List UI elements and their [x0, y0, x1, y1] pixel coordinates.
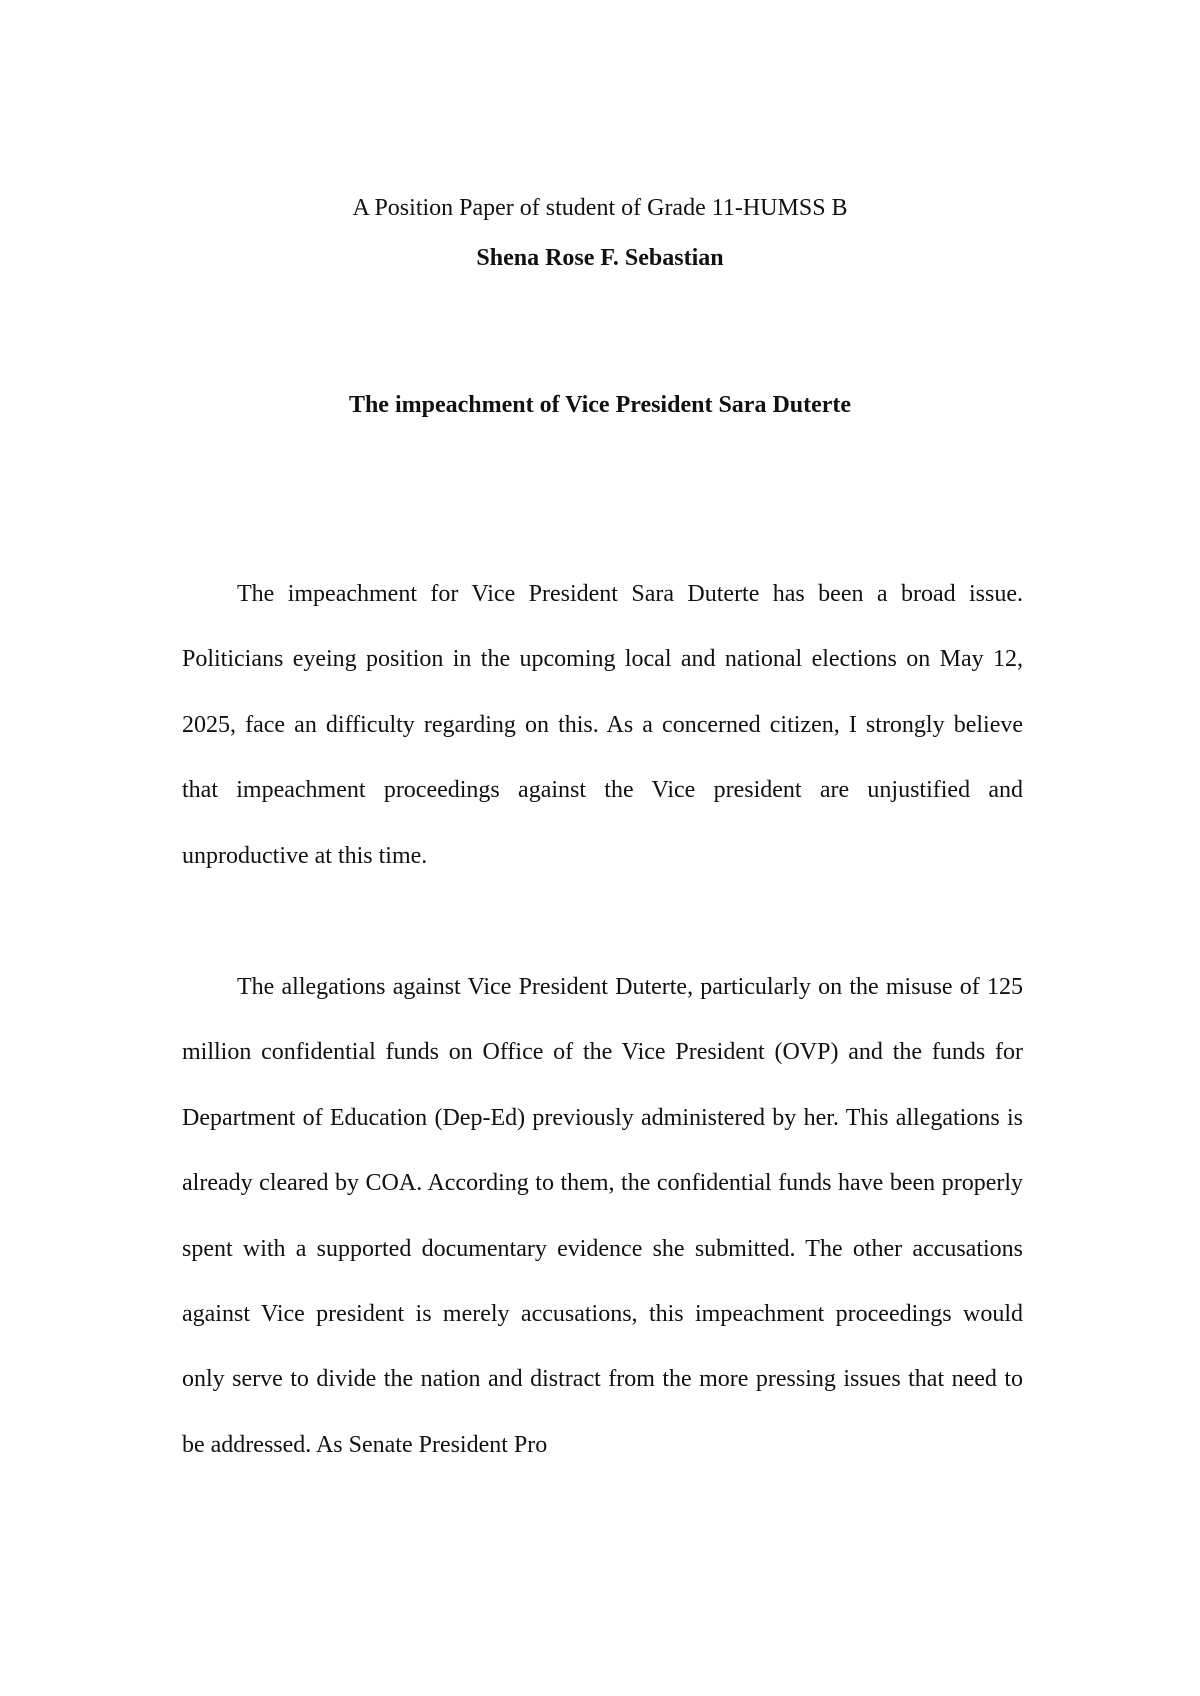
body-paragraph-1: The impeachment for Vice President Sara Duterte has been a broad issue. Politicians eyeing position in the upcoming local and national elections on May 12, 2025, face an difficulty regarding on this. As a concerned citizen, I strongly believe that impeachment proceedings against the Vice president are unjustified and unproductive at this time.	[182, 581, 1023, 869]
document-subtitle: A Position Paper of student of Grade 11-HUMSS B	[352, 195, 848, 221]
body-paragraph-2: The allegations against Vice President Duterte, particularly on the misuse of 125 million confidential funds on Office of the Vice President (OVP) and the funds for Department of Education (Dep-Ed) previously administered by her. This allegations is already cleared by COA. According to them, the confidential funds have been properly spent with a supported documentary evidence she submitted. The other accusations against Vice president is merely accusations, this impeachment proceedings would only serve to divide the nation and distract from the more pressing issues that need to be addressed. As Senate President Pro	[182, 974, 1023, 1458]
author-name: Shena Rose F. Sebastian	[476, 245, 724, 271]
paper-title: The impeachment of Vice President Sara Duterte	[348, 392, 852, 418]
